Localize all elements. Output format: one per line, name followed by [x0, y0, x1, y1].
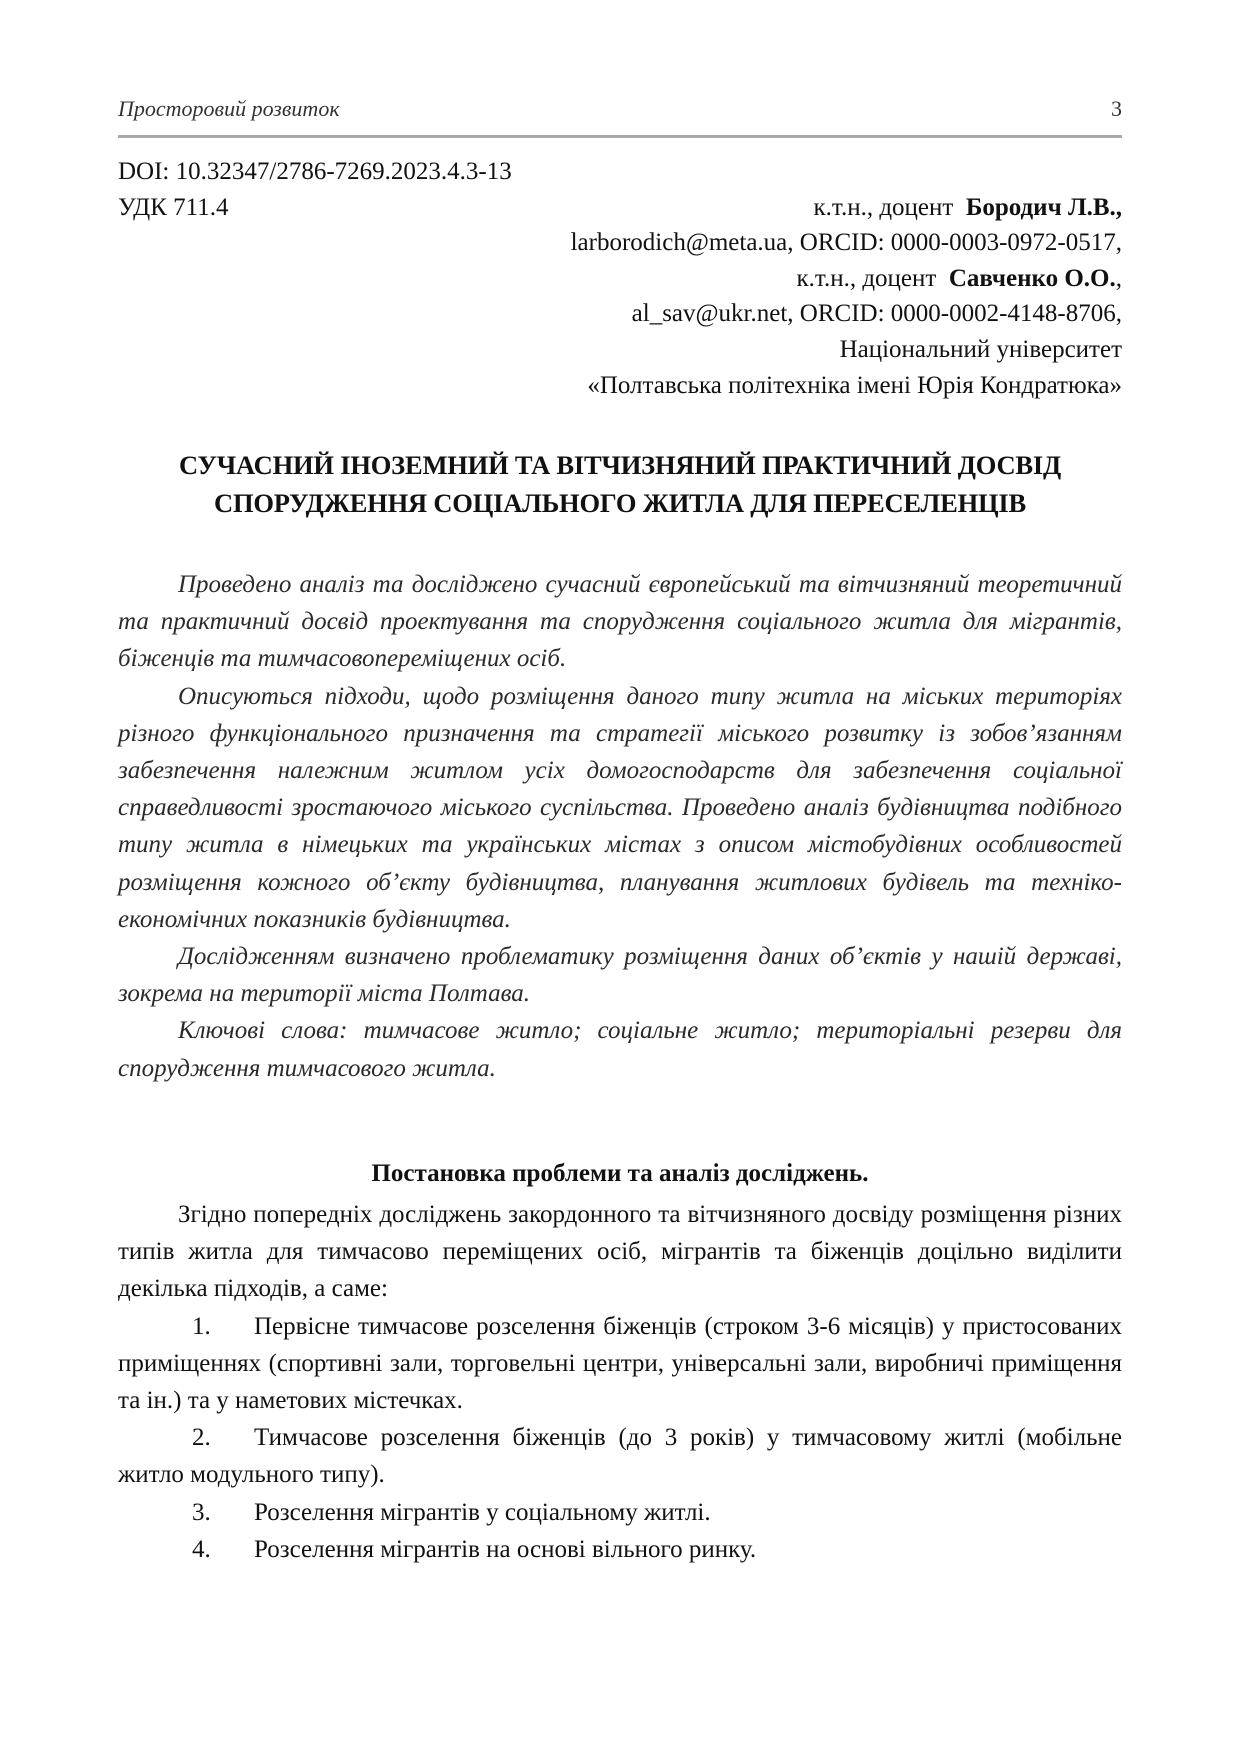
author-2-name-suffix: , [1115, 264, 1122, 292]
list-item [118, 1531, 1122, 1568]
page-number: 3 [1111, 96, 1122, 121]
keywords: Ключові слова: тимчасове житло; соціальне житло; територіальні резерви для спорудження тимчасового житла. [118, 1017, 1122, 1082]
abstract [118, 566, 1122, 1087]
article-meta [118, 154, 1122, 403]
journal-name: Просторовий розвиток [118, 96, 340, 121]
author-2 [118, 261, 1122, 297]
doi: DOI: 10.32347/2786-7269.2023.4.3-13 [118, 158, 512, 185]
list-item [118, 1494, 1122, 1531]
author-2-title: к.т.н., доцент [796, 264, 937, 292]
section-heading: Постановка проблеми та аналіз досліджень. [371, 1160, 869, 1187]
abstract-paragraph: Дослідженням визначено проблематику розміщення даних об’єктів у нашій державі, зокрема на території міста Полтава. [118, 943, 1122, 1008]
list-item-number: 1. [192, 1312, 211, 1340]
abstract-paragraph: Проведено аналіз та досліджено сучасний європейський та вітчизняний теоретичний та практичний досвід проектування та спорудження соціального житла для мігрантів, біженців та тимчасовопереміщених осіб. [118, 571, 1122, 673]
author-1-title: к.т.н., доцент [813, 193, 954, 221]
article-title [118, 446, 1122, 522]
abstract-paragraph: Описуються підходи, щодо розміщення даного типу житла на міських територіях різного функціонального призначення та стратегії міського розвитку із зобов’язанням забезпечення належним житлом усіх домогосподарств для забезпечення соціальної справедливості зростаючого міського суспільства. Проведено аналіз будівництва подібного типу житла в німецьких та українських містах з описом містобудівних особливостей розміщення кожного об’єкту будівництва, планування житлових будівель та техніко-економічних показників будівництва. [118, 682, 1122, 933]
list-item [118, 1308, 1122, 1420]
list-item-text: Тимчасове розселення біженців (до 3 років) у тимчасовому житлі (мобільне житло модульного типу). [118, 1424, 1122, 1489]
header-divider [118, 135, 1122, 138]
approaches-list [118, 1308, 1122, 1568]
udk: УДК 711.4 [118, 193, 229, 221]
udk-author1-row [118, 190, 1122, 226]
author-1-contact: larborodich@meta.ua, ORCID: 0000-0003-0972-0517, [570, 229, 1122, 257]
author-1-name: Бородич Л.В., [965, 193, 1122, 221]
author-2-name: Савченко О.О. [948, 264, 1116, 292]
list-item-number: 4. [192, 1535, 211, 1563]
section-body [118, 1196, 1122, 1568]
list-item-text: Первісне тимчасове розселення біженців (строком 3-6 місяців) у пристосованих приміщеннях (спортивні зали, торговельні центри, універсальні зали, виробничі приміщення та ін.) та у наметових містечках. [118, 1312, 1122, 1415]
list-item-number: 3. [192, 1498, 211, 1526]
list-item [118, 1419, 1122, 1493]
author-2-contact: al_sav@ukr.net, ORCID: 0000-0002-4148-8706, [631, 300, 1122, 328]
affiliation-line-2: «Полтавська політехніка імені Юрія Кондратюка» [587, 371, 1122, 399]
author-1 [814, 190, 1123, 226]
running-header [118, 96, 1122, 122]
list-item-number: 2. [192, 1424, 211, 1452]
intro-paragraph: Згідно попередніх досліджень закордонного та вітчизняного досвіду розміщення різних типів житла для тимчасово переміщених осіб, мігрантів та біженців доцільно виділити декілька підходів, а саме: [118, 1201, 1122, 1303]
list-item-text: Розселення мігрантів у соціальному житлі. [254, 1498, 711, 1526]
affiliation-line-1: Національний університет [839, 335, 1122, 363]
list-item-text: Розселення мігрантів на основі вільного ринку. [254, 1535, 757, 1563]
article-title-line-1: СУЧАСНИЙ ІНОЗЕМНИЙ ТА ВІТЧИЗНЯНИЙ ПРАКТИЧНИЙ ДОСВІД [178, 450, 1062, 480]
article-title-line-2: СПОРУДЖЕННЯ СОЦІАЛЬНОГО ЖИТЛА ДЛЯ ПЕРЕСЕЛЕНЦІВ [214, 488, 1026, 518]
